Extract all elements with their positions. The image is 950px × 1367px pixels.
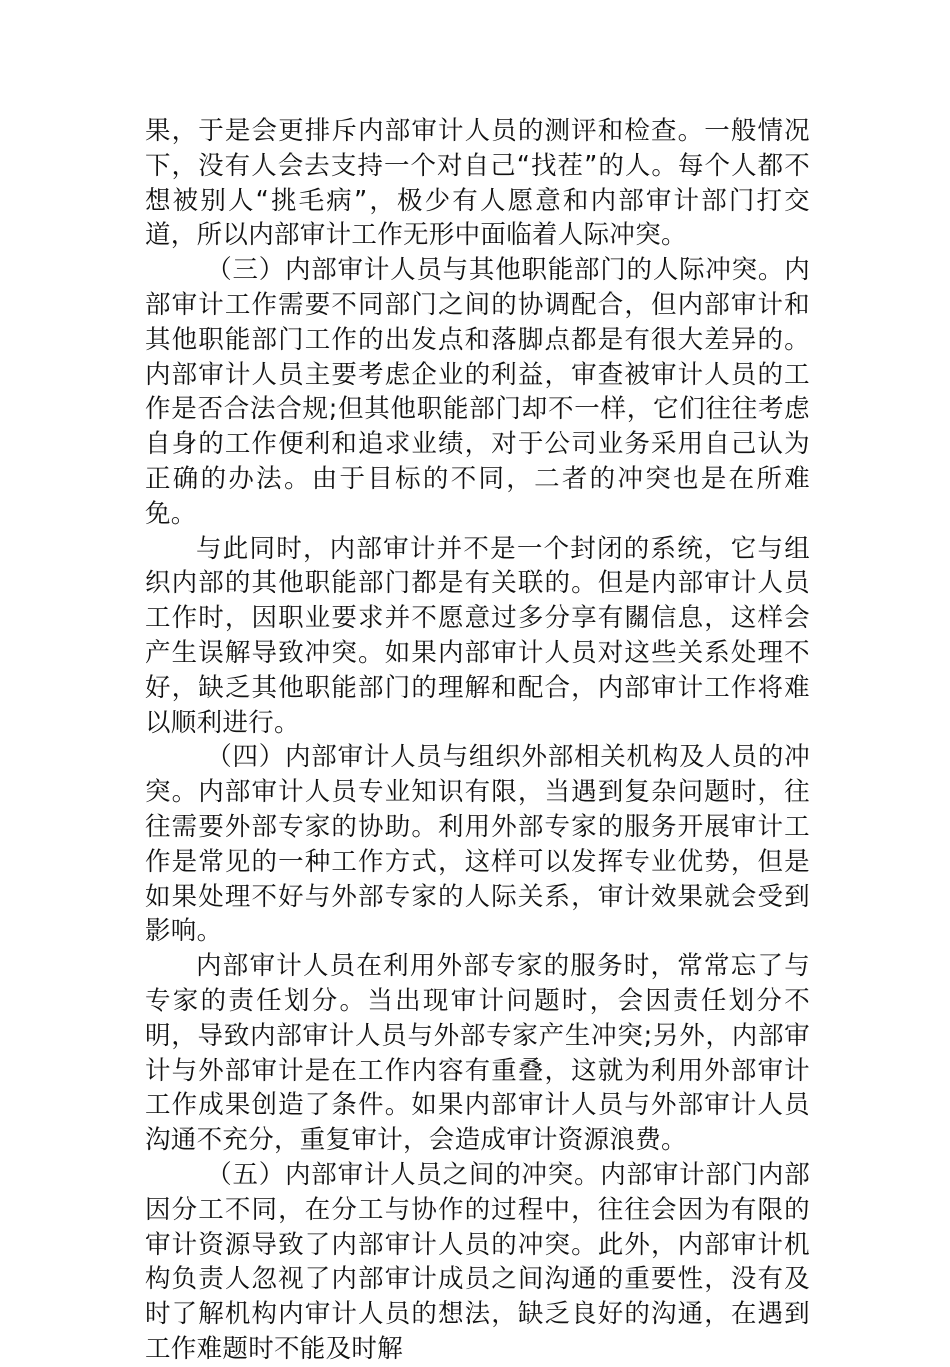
paragraph-section-3-detail: 与此同时，内部审计并不是一个封闭的系统，它与组织内部的其他职能部门都是有关联的。但是内部审计人员工作时，因职业要求并不愿意过多分享有關信息，这样会产生误解导致冲突。如果内部审计人员对这些关系处理不好，缺乏其他职能部门的理解和配合，内部审计工作将难以顺利进行。	[145, 533, 810, 738]
paragraph-section-4-detail: 内部审计人员在利用外部专家的服务时，常常忘了与专家的责任划分。当出现审计问题时，会因责任划分不明，导致内部审计人员与外部专家产生冲突;另外，内部审计与外部审计是在工作内容有重叠，这就为利用外部审计工作成果创造了条件。如果内部审计人员与外部审计人员沟通不充分，重复审计，会造成审计资源浪费。	[145, 951, 810, 1156]
paragraph-section-3: （三）内部审计人员与其他职能部门的人际冲突。内部审计工作需要不同部门之间的协调配合，但内部审计和其他职能部门工作的出发点和落脚点都是有很大差异的。内部审计人员主要考虑企业的利益，审查被审计人员的工作是否合法合规;但其他职能部门却不一样，它们往往考虑自身的工作便利和追求业绩，对于公司业务采用自己认为正确的办法。由于目标的不同，二者的冲突也是在所难免。	[145, 255, 810, 529]
paragraph-continuation: 果，于是会更排斥内部审计人员的测评和检查。一般情况下，没有人会去支持一个对自己“找茬”的人。每个人都不想被别人“挑毛病”，极少有人愿意和内部审计部门打交道，所以内部审计工作无形中面临着人际冲突。	[145, 116, 810, 251]
document-body	[145, 114, 810, 1367]
paragraph-section-5: （五）内部审计人员之间的冲突。内部审计部门内部因分工不同，在分工与协作的过程中，往往会因为有限的审计资源导致了内部审计人员的冲突。此外，内部审计机构负责人忽视了内部审计成员之间沟通的重要性，没有及时了解机构内审计人员的想法，缺乏良好的沟通，在遇到工作难题时不能及时解	[145, 1159, 810, 1364]
paragraph-section-4: （四）内部审计人员与组织外部相关机构及人员的冲突。内部审计人员专业知识有限，当遇到复杂问题时，往往需要外部专家的协助。利用外部专家的服务开展审计工作是常见的一种工作方式，这样可以发挥专业优势，但是如果处理不好与外部专家的人际关系，审计效果就会受到影响。	[145, 742, 810, 947]
